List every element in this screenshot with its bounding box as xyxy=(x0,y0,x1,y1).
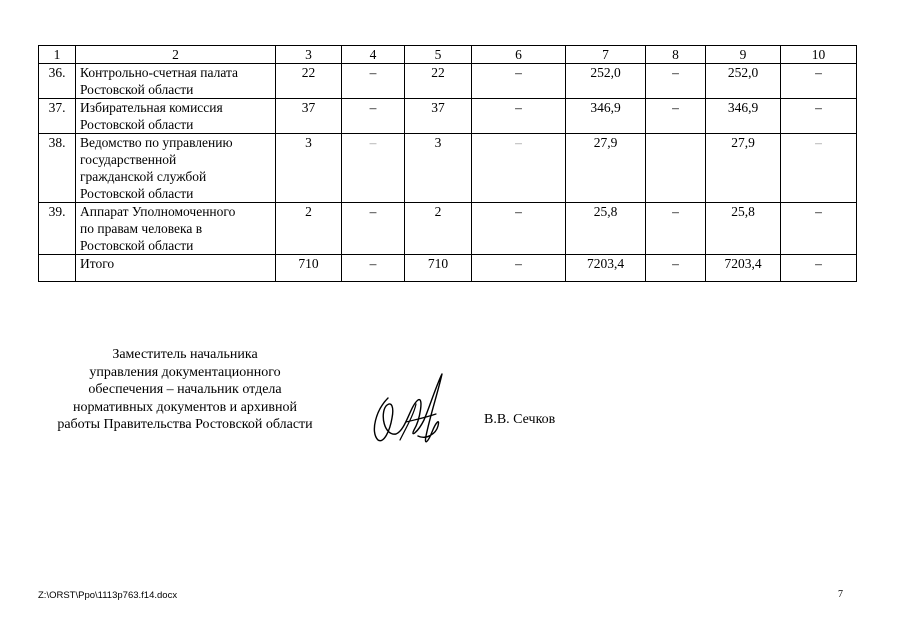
cell: – xyxy=(472,99,566,134)
cell: 710 xyxy=(405,255,472,282)
row-name-line: Аппарат Уполномоченного xyxy=(80,204,236,219)
row-name-line: Ростовской области xyxy=(80,117,194,132)
row-name-line: по правам человека в xyxy=(80,221,203,236)
signatory-title-line: обеспечения – начальник отдела xyxy=(88,382,282,397)
col-header: 5 xyxy=(405,46,472,64)
cell: 346,9 xyxy=(566,99,646,134)
cell: – xyxy=(472,203,566,255)
cell: – xyxy=(646,64,706,99)
cell: – xyxy=(472,134,566,203)
handwritten-signature xyxy=(366,370,450,452)
col-header: 10 xyxy=(781,46,857,64)
cell: 2 xyxy=(276,203,342,255)
cell: 25,8 xyxy=(566,203,646,255)
cell: 37 xyxy=(276,99,342,134)
cell: – xyxy=(342,64,405,99)
cell: – xyxy=(342,203,405,255)
table-row-total xyxy=(39,255,857,282)
col-header: 4 xyxy=(342,46,405,64)
row-name xyxy=(76,203,276,255)
row-name xyxy=(76,255,276,282)
row-name-line: Ростовской области xyxy=(80,186,194,201)
cell: – xyxy=(646,99,706,134)
table-row xyxy=(39,134,857,203)
row-number: 39. xyxy=(39,203,76,255)
col-header: 2 xyxy=(76,46,276,64)
row-name xyxy=(76,64,276,99)
cell: 27,9 xyxy=(566,134,646,203)
row-name-line: Итого xyxy=(80,256,115,271)
signatory-name: В.В. Сечков xyxy=(484,412,556,427)
cell: – xyxy=(781,64,857,99)
cell: – xyxy=(472,64,566,99)
row-number: 36. xyxy=(39,64,76,99)
cell: 3 xyxy=(405,134,472,203)
footer-file-path: Z:\ORST\Ppo\1113p763.f14.docx xyxy=(38,590,178,601)
row-name-line: Контрольно-счетная палата xyxy=(80,65,239,80)
row-number: 38. xyxy=(39,134,76,203)
table-row xyxy=(39,203,857,255)
row-number: 37. xyxy=(39,99,76,134)
signatory-title-line: работы Правительства Ростовской области xyxy=(57,417,313,432)
row-name xyxy=(76,99,276,134)
cell: – xyxy=(472,255,566,282)
col-header: 9 xyxy=(706,46,781,64)
cell: 3 xyxy=(276,134,342,203)
signatory-title-line: Заместитель начальника xyxy=(112,347,258,362)
row-name-line: Избирательная комиссия xyxy=(80,100,223,115)
cell: – xyxy=(781,255,857,282)
col-header: 6 xyxy=(472,46,566,64)
cell: 7203,4 xyxy=(566,255,646,282)
row-name-line: Ростовской области xyxy=(80,82,194,97)
cell: – xyxy=(342,134,405,203)
row-name-line: гражданской службой xyxy=(80,169,207,184)
cell: 25,8 xyxy=(706,203,781,255)
table-header-row xyxy=(39,46,857,64)
page-number: 7 xyxy=(838,589,843,600)
cell: – xyxy=(781,134,857,203)
cell: 252,0 xyxy=(706,64,781,99)
cell: – xyxy=(781,99,857,134)
table-row xyxy=(39,99,857,134)
row-name-line: государственной xyxy=(80,152,177,167)
signatory-title-line: нормативных документов и архивной xyxy=(73,399,297,415)
col-header: 1 xyxy=(39,46,76,64)
cell: 2 xyxy=(405,203,472,255)
cell: 27,9 xyxy=(706,134,781,203)
cell: 22 xyxy=(276,64,342,99)
cell: 37 xyxy=(405,99,472,134)
cell: 252,0 xyxy=(566,64,646,99)
cell: 22 xyxy=(405,64,472,99)
col-header: 8 xyxy=(646,46,706,64)
row-name xyxy=(76,134,276,203)
cell: 7203,4 xyxy=(706,255,781,282)
row-name-line: Ведомство по управлению xyxy=(80,135,233,150)
budget-table xyxy=(38,45,857,282)
cell: – xyxy=(342,255,405,282)
table-row xyxy=(39,64,857,99)
signatory-title-line: управления документационного xyxy=(89,364,281,380)
cell: – xyxy=(646,255,706,282)
col-header: 3 xyxy=(276,46,342,64)
col-header: 7 xyxy=(566,46,646,64)
row-number xyxy=(39,255,76,282)
cell: 346,9 xyxy=(706,99,781,134)
cell xyxy=(646,134,706,203)
signatory-title xyxy=(30,346,340,434)
cell: – xyxy=(781,203,857,255)
row-name-line: Ростовской области xyxy=(80,238,194,253)
cell: 710 xyxy=(276,255,342,282)
cell: – xyxy=(646,203,706,255)
cell: – xyxy=(342,99,405,134)
